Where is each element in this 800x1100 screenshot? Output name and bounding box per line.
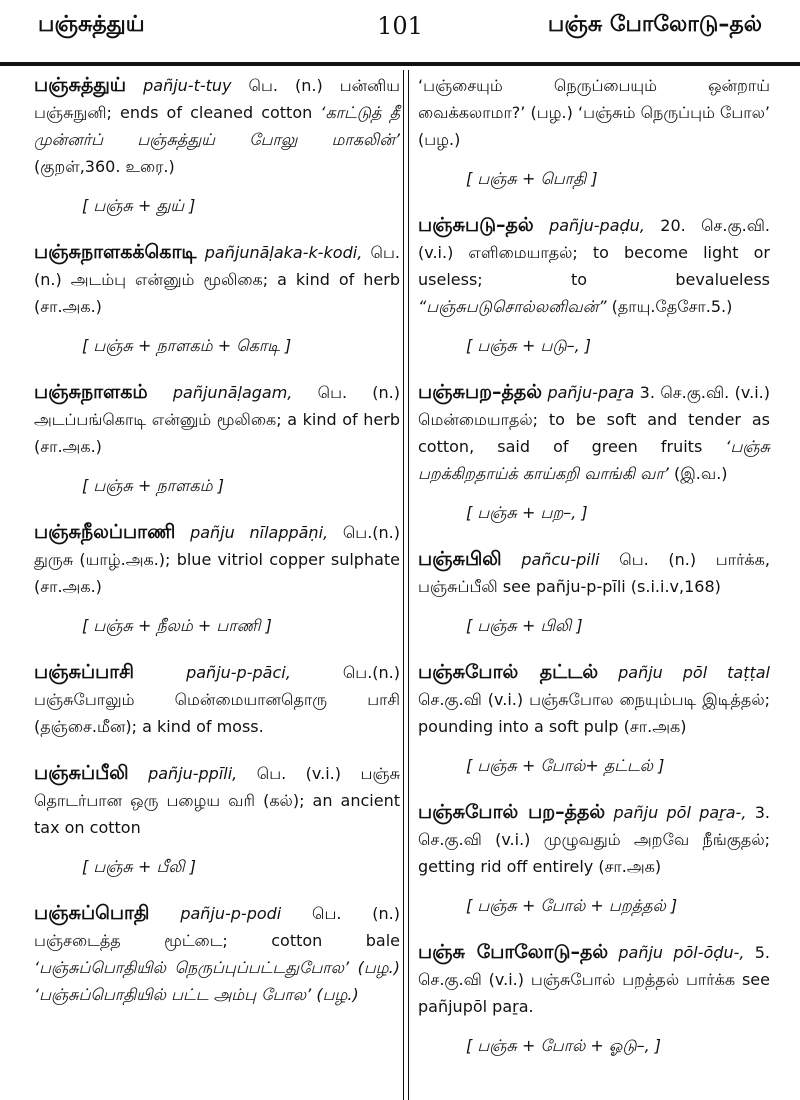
entry-etymology: [ பஞ்சு + துய் ] [82,196,196,215]
entry-transliteration: pañjunāḷaka-k-kodi, [204,243,363,262]
entry-definition: அடப்பங்கொடி என்னும் மூலிகை; a kind of herb [34,410,400,429]
header-left-guideword: பஞ்சுத்துய் [38,12,145,37]
entry-grammar: 20. செ.கு.வி. (v.i.) [418,216,770,262]
entry-etymology: [ பஞ்சு + நீலம் + பாணி ] [82,616,272,635]
entry-source: (இ.வ.) [673,464,728,483]
entry-source: (சா.அக.) [34,437,102,456]
entry-etymology: [ பஞ்சு + போல் + ஓடு–, ] [466,1036,662,1055]
entry-grammar: 3. செ.கு.வி. (v.i.) [639,383,770,402]
entry-etymology: [ பஞ்சு + போல்+ தட்டல் ] [466,756,665,775]
entry-grammar: பெ. (n.) [619,550,697,569]
entry-definition: ‘பஞ்சையும் நெருப்பையும் ஒன்றாய் வைக்கலாமா?’ (பழ.) ‘பஞ்சும் நெருப்பும் போல’ (பழ.) [418,76,770,149]
entry-transliteration: pañju-paṟa [547,383,635,402]
entry-grammar: செ.கு.வி (v.i.) [418,690,524,709]
entry-definition: பஞ்சடைத்த மூட்டை; cotton bale [34,931,400,950]
entry-headword: பஞ்சுபோல் பற–த்தல் [418,801,606,823]
entry-transliteration: pañju-p-podi [180,904,282,923]
entry-definition: மென்மையாதல்; to be soft and tender as cotton, said of green fruits [418,410,770,456]
entry-source: (சா.அக) [623,717,687,736]
entry-grammar: பெ.(n.) [342,523,400,542]
dictionary-entry [34,659,400,740]
right-column [418,72,770,1079]
entry-definition: எளிமையாதல்; to become light or useless; to bevalueless [418,243,771,289]
entry-grammar: பெ. (n.) [34,243,400,289]
entry-transliteration: pañju-t-tuy [143,76,232,95]
entry-transliteration: pañju pōl-ōḍu-, [618,943,745,962]
entry-headword: பஞ்சுப்பீலி [34,762,129,784]
entry-transliteration: pañcu-pili [521,550,600,569]
entry-definition: பஞ்சுபோல நையும்படி இடித்தல்; pounding into a soft pulp [418,690,771,736]
dictionary-entry [418,72,770,192]
entry-grammar: பெ. (n.) [317,383,400,402]
header-rule [0,62,800,66]
dictionary-entry [34,239,400,359]
entry-grammar: பெ.(n.) [342,663,400,682]
entry-headword: பஞ்சுபோல் தட்டல் [418,661,599,683]
entry-grammar: 3. செ.கு.வி (v.i.) [418,803,770,849]
entry-headword: பஞ்சுபிலி [418,548,502,570]
entry-headword: பஞ்சுநாளகம் [34,381,148,403]
entry-etymology: [ பஞ்சு + படு–, ] [466,336,592,355]
entry-transliteration: pañju-paḍu, [549,216,645,235]
entry-grammar: பெ. (v.i.) [256,764,341,783]
dictionary-entry [34,519,400,639]
page-number: 101 [377,12,423,40]
dictionary-entry [34,72,400,219]
entry-grammar: 5. செ.கு.வி (v.i.) [418,943,770,989]
entry-source: (சா.அக.) [34,297,102,316]
entry-example: “பஞ்சுபடுசொல்லனிவன்” [418,297,607,316]
entry-headword: பஞ்சுப்பொதி [34,902,150,924]
dictionary-entry [418,939,770,1059]
entry-grammar: பெ. (n.) [312,904,400,923]
entry-transliteration: pañju pōl paṟa-, [613,803,747,822]
entry-headword: பஞ்சுபற–த்தல் [418,381,543,403]
entry-source: (சா.அக) [598,857,662,876]
entry-headword: பஞ்சு போலோடு–தல் [418,941,609,963]
column-divider [403,70,409,1100]
entry-etymology: [ பஞ்சு + பிலி ] [466,616,583,635]
entry-etymology: [ பஞ்சு + பொதி ] [466,169,598,188]
entry-definition: துருசு (யாழ்.அக.); blue vitriol copper sulphate [34,550,400,569]
entry-transliteration: pañju-ppīli, [148,764,238,783]
entry-definition: பார்க்க, பஞ்சுப்பீலி see pañju-p-pīli (s.i.i.v,168) [418,550,770,596]
dictionary-entry [418,379,770,526]
entry-grammar: பெ. (n.) [248,76,323,95]
left-column [34,72,400,1028]
dictionary-entry [418,659,770,779]
dictionary-entry [418,546,770,639]
header-right-guideword: பஞ்சு போலோடு–தல் [547,12,762,37]
entry-etymology: [ பஞ்சு + நாளகம் + கொடி ] [82,336,292,355]
entry-definition: முழுவதும் அறவே நீங்குதல்; getting rid off entirely [418,830,770,876]
dictionary-entry [418,212,770,359]
entry-definition: பஞ்சுபோல் பறத்தல் பார்க்க see pañjupōl paṟa. [418,970,770,1016]
entry-source: (குறள்,360. உரை.) [34,157,175,176]
entry-headword: பஞ்சுத்துய் [34,74,127,96]
entry-etymology: [ பஞ்சு + போல் + பறத்தல் ] [466,896,678,915]
dictionary-entry [34,379,400,499]
dictionary-entry [418,799,770,919]
entry-example: ‘காட்டுத் தீ முன்னர்ப் பஞ்சுத்துய் போலு மாகலின்’ [34,103,400,149]
entry-headword: பஞ்சுபடு–தல் [418,214,534,236]
entry-transliteration: pañjunāḷagam, [172,383,293,402]
entry-definition: பஞ்சு தொடர்பான ஒரு பழைய வரி (கல்); an ancient tax on cotton [34,764,401,837]
entry-definition: அடம்பு என்னும் மூலிகை; a kind of herb [70,270,401,289]
entry-headword: பஞ்சுநாளகக்கொடி [34,241,197,263]
entry-source: (சா.அக.) [34,577,102,596]
entry-definition: பஞ்சுபோலும் மென்மையானதொரு பாசி (தஞ்சை.மீன); a kind of moss. [34,690,400,736]
entry-example: ‘பஞ்சு பறக்கிறதாய்க் காய்கறி வாங்கி வா’ [418,437,770,483]
entry-headword: பஞ்சுநீலப்பாணி [34,521,176,543]
entry-etymology: [ பஞ்சு + பீலி ] [82,857,196,876]
entry-headword: பஞ்சுப்பாசி [34,661,135,683]
entry-transliteration: pañju-p-pāci, [186,663,291,682]
entry-transliteration: pañju pōl taṭṭal [618,663,770,682]
dictionary-entry [34,760,400,880]
entry-source: (தாயு.தேசோ.5.) [611,297,733,316]
entry-etymology: [ பஞ்சு + பற–, ] [466,503,588,522]
dictionary-entry [34,900,400,1008]
page-header [0,0,800,62]
entry-etymology: [ பஞ்சு + நாளகம் ] [82,476,224,495]
entry-transliteration: pañju nīlappāṇi, [190,523,329,542]
entry-definition: பன்னிய பஞ்சுநுனி; ends of cleaned cotton [34,76,400,122]
entry-example: ‘பஞ்சுப்பொதியில் நெருப்புப்பட்டதுபோல’ (பழ.) ‘பஞ்சுப்பொதியில் பட்ட அம்பு போல’ (பழ.) [34,958,400,1004]
